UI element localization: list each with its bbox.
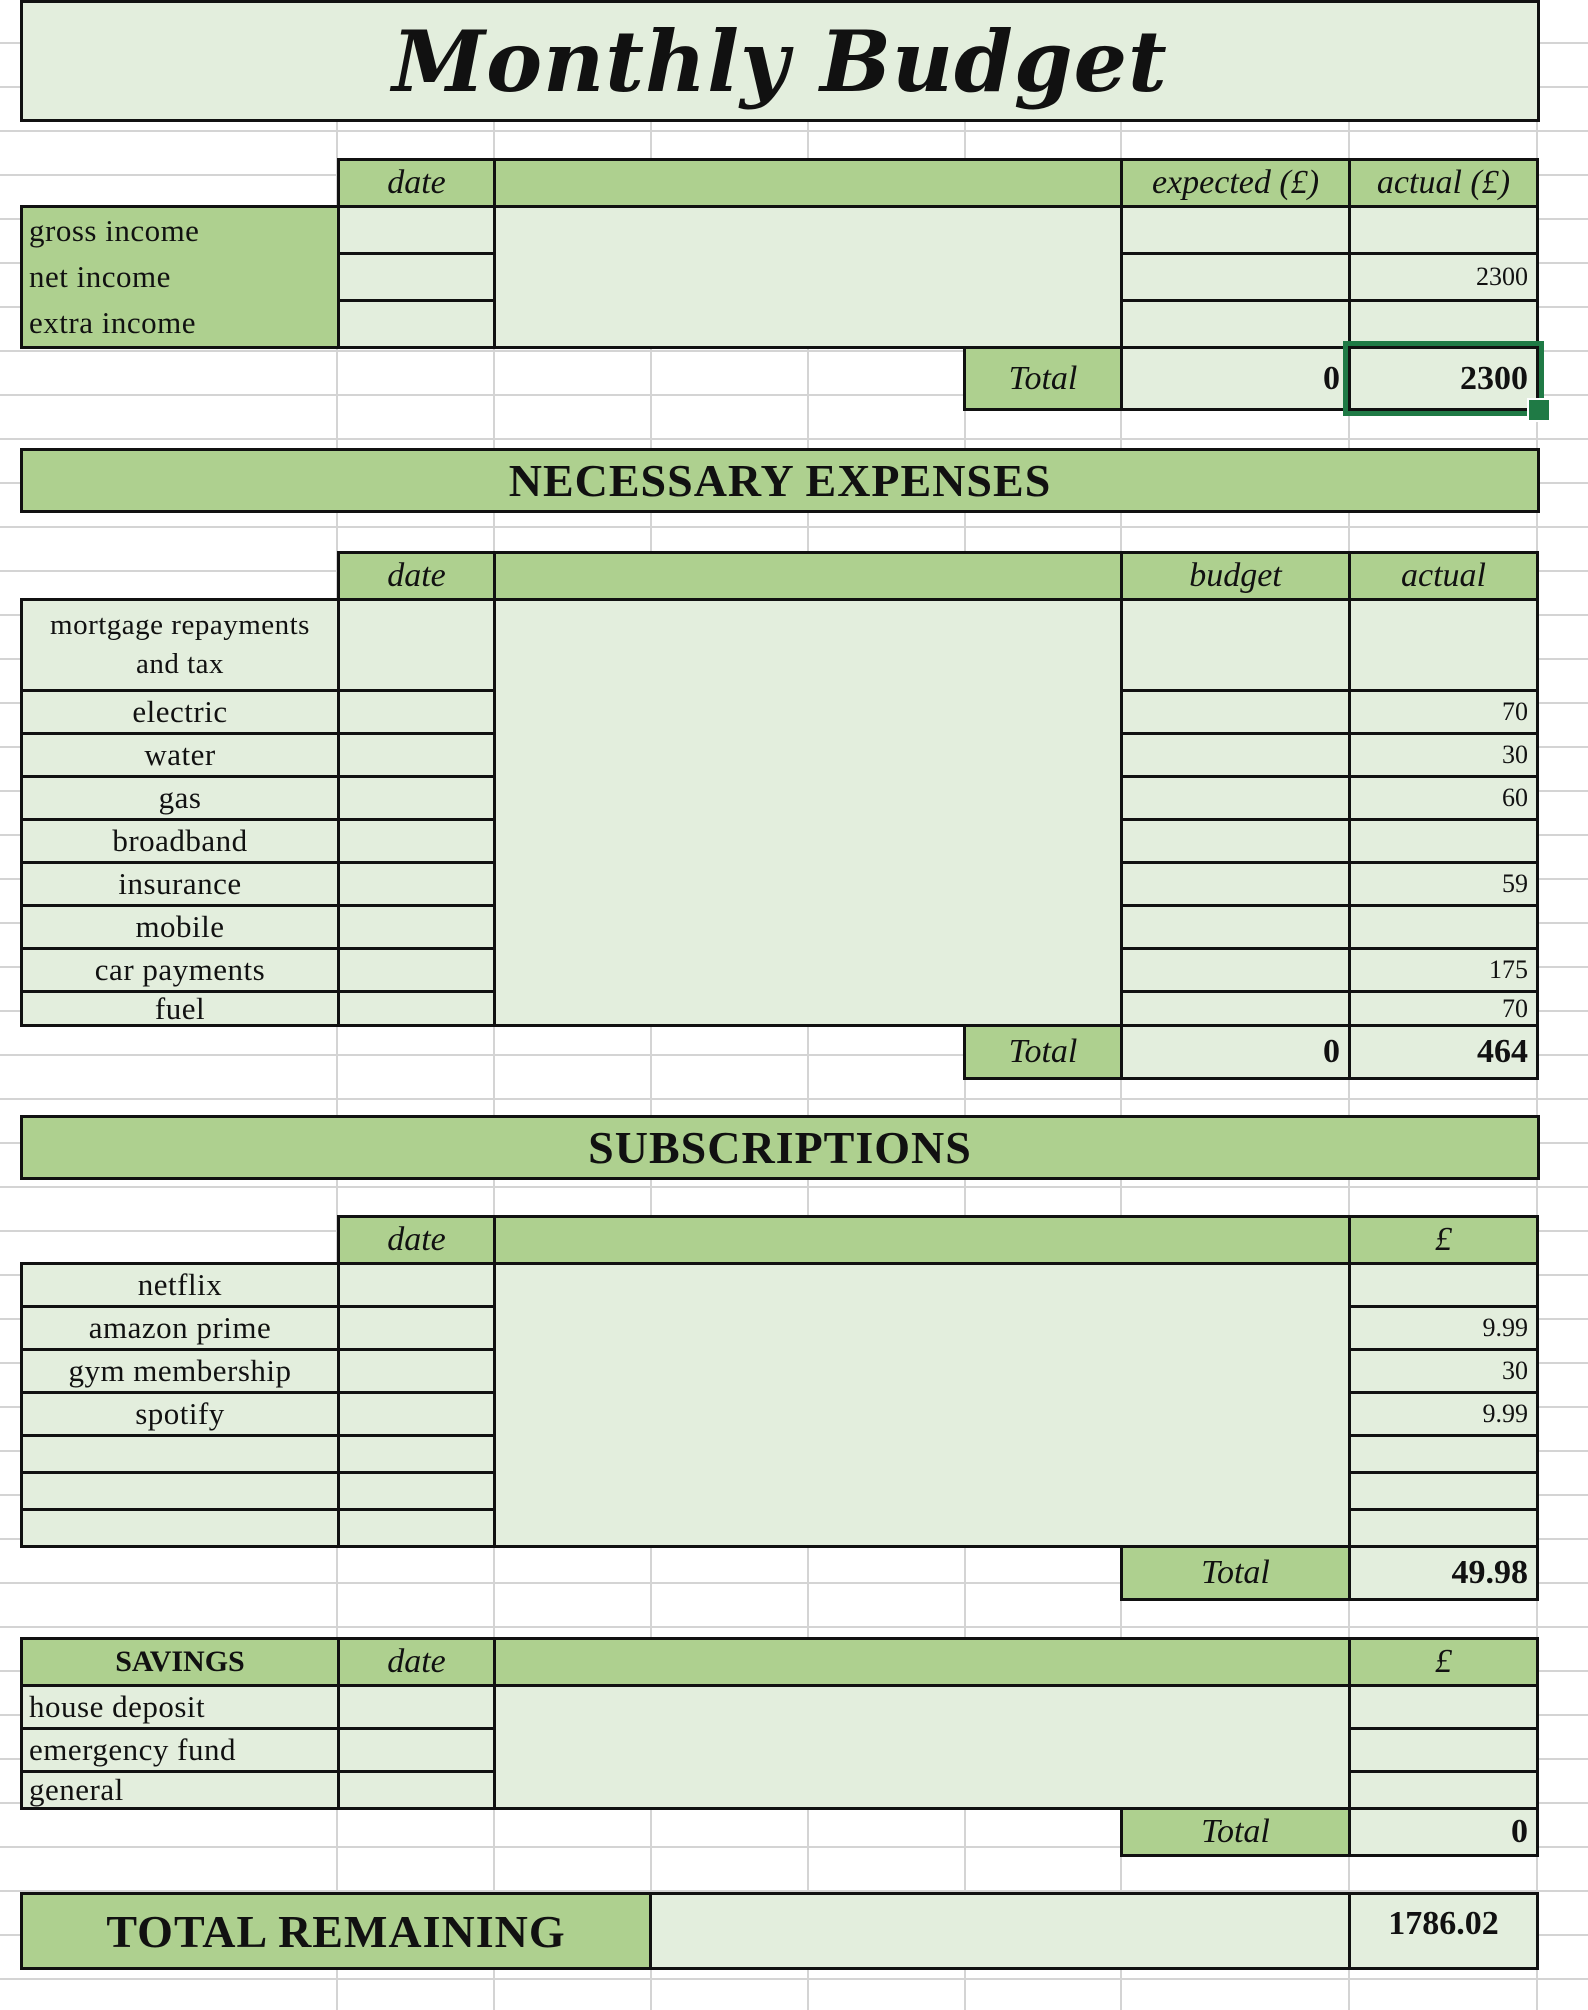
necessary-date-cell[interactable] (337, 990, 496, 1027)
subscription-amount-cell[interactable]: 9.99 (1348, 1391, 1539, 1437)
necessary-budget-cell[interactable] (1120, 990, 1351, 1027)
necessary-actual-header[interactable]: actual (1348, 551, 1539, 601)
necessary-total-actual[interactable]: 464 (1348, 1024, 1539, 1080)
savings-amount-header[interactable]: £ (1348, 1637, 1539, 1687)
subscription-label[interactable] (20, 1508, 340, 1548)
subscription-label[interactable]: spotify (20, 1391, 340, 1437)
necessary-date-cell[interactable] (337, 818, 496, 864)
savings-label[interactable]: general (20, 1770, 340, 1810)
necessary-total-budget[interactable]: 0 (1120, 1024, 1351, 1080)
total-remaining-spacer[interactable] (649, 1892, 1351, 1970)
subscription-label[interactable]: gym membership (20, 1348, 340, 1394)
necessary-budget-cell[interactable] (1120, 732, 1351, 778)
subscription-date-cell[interactable] (337, 1434, 496, 1474)
necessary-label[interactable]: car payments (20, 947, 340, 993)
necessary-date-cell[interactable] (337, 775, 496, 821)
income-date-cell[interactable] (337, 299, 496, 349)
income-actual-header[interactable]: actual (£) (1348, 158, 1539, 208)
savings-label[interactable]: house deposit (20, 1684, 340, 1730)
necessary-label[interactable]: broadband (20, 818, 340, 864)
savings-date-cell[interactable] (337, 1770, 496, 1810)
savings-date-cell[interactable] (337, 1684, 496, 1730)
necessary-actual-cell[interactable] (1348, 818, 1539, 864)
savings-amount-cell[interactable] (1348, 1684, 1539, 1730)
savings-header[interactable]: SAVINGS (20, 1637, 340, 1687)
page-title[interactable] (20, 0, 1540, 122)
subscription-amount-cell[interactable] (1348, 1262, 1539, 1308)
savings-description-header[interactable] (493, 1637, 1351, 1687)
subscription-label[interactable]: netflix (20, 1262, 340, 1308)
subscription-date-cell[interactable] (337, 1305, 496, 1351)
subscription-date-cell[interactable] (337, 1262, 496, 1308)
subscription-label[interactable] (20, 1471, 340, 1511)
necessary-budget-cell[interactable] (1120, 818, 1351, 864)
necessary-label[interactable]: water (20, 732, 340, 778)
savings-description-cell[interactable] (493, 1684, 1351, 1810)
savings-amount-cell[interactable] (1348, 1727, 1539, 1773)
necessary-budget-cell[interactable] (1120, 689, 1351, 735)
necessary-actual-cell[interactable]: 60 (1348, 775, 1539, 821)
necessary-date-cell[interactable] (337, 947, 496, 993)
subscription-label[interactable]: amazon prime (20, 1305, 340, 1351)
subscriptions-description-cell[interactable] (493, 1262, 1351, 1548)
subscriptions-amount-header[interactable]: £ (1348, 1215, 1539, 1265)
necessary-date-cell[interactable] (337, 689, 496, 735)
necessary-description-header[interactable] (493, 551, 1123, 601)
subscription-date-cell[interactable] (337, 1391, 496, 1437)
total-remaining-value[interactable]: 1786.02 (1348, 1892, 1539, 1970)
necessary-date-header[interactable]: date (337, 551, 496, 601)
necessary-actual-cell[interactable]: 70 (1348, 990, 1539, 1027)
income-labels-block (20, 205, 340, 349)
savings-amount-cell[interactable] (1348, 1770, 1539, 1810)
income-label[interactable]: extra income (29, 305, 196, 340)
necessary-date-cell[interactable] (337, 861, 496, 907)
income-actual-cell[interactable] (1348, 205, 1539, 255)
active-cell-selection (1343, 341, 1544, 416)
subscriptions-description-header[interactable] (493, 1215, 1351, 1265)
subscription-date-cell[interactable] (337, 1471, 496, 1511)
subscriptions-date-header[interactable]: date (337, 1215, 496, 1265)
income-expected-cell[interactable] (1120, 252, 1351, 302)
subscriptions-total-label[interactable]: Total (1120, 1545, 1351, 1601)
savings-total-value[interactable]: 0 (1348, 1807, 1539, 1857)
total-remaining-label[interactable]: TOTAL REMAINING (20, 1892, 652, 1970)
income-label[interactable]: gross income (29, 213, 200, 248)
necessary-label-line: and tax (135, 648, 225, 680)
necessary-label[interactable]: insurance (20, 861, 340, 907)
necessary-date-cell[interactable] (337, 598, 496, 692)
necessary-label[interactable]: electric (20, 689, 340, 735)
income-total-label[interactable]: Total (963, 346, 1123, 411)
subscriptions-total-value[interactable]: 49.98 (1348, 1545, 1539, 1601)
savings-label[interactable]: emergency fund (20, 1727, 340, 1773)
necessary-date-cell[interactable] (337, 732, 496, 778)
income-date-cell[interactable] (337, 205, 496, 255)
necessary-date-cell[interactable] (337, 904, 496, 950)
income-expected-cell[interactable] (1120, 205, 1351, 255)
subscription-amount-cell[interactable] (1348, 1434, 1539, 1474)
savings-date-cell[interactable] (337, 1727, 496, 1773)
subscription-label[interactable] (20, 1434, 340, 1474)
subscription-date-cell[interactable] (337, 1508, 496, 1548)
income-date-cell[interactable] (337, 252, 496, 302)
income-description-cell[interactable] (493, 205, 1123, 349)
income-total-expected[interactable]: 0 (1120, 346, 1351, 411)
necessary-actual-cell[interactable]: 70 (1348, 689, 1539, 735)
subscriptions-section-header[interactable]: SUBSCRIPTIONS (20, 1115, 1540, 1180)
savings-date-header[interactable]: date (337, 1637, 496, 1687)
subscription-amount-cell[interactable] (1348, 1508, 1539, 1548)
necessary-budget-header[interactable]: budget (1120, 551, 1351, 601)
necessary-label[interactable]: fuel (20, 990, 340, 1027)
necessary-actual-cell[interactable]: 59 (1348, 861, 1539, 907)
income-expected-header[interactable]: expected (£) (1120, 158, 1351, 208)
necessary-budget-cell[interactable] (1120, 775, 1351, 821)
income-expected-cell[interactable] (1120, 299, 1351, 349)
income-date-header[interactable]: date (337, 158, 496, 208)
necessary-label-line: mortgage repayments (50, 608, 310, 641)
necessary-label[interactable] (20, 598, 340, 692)
income-description-header[interactable] (493, 158, 1123, 208)
necessary-actual-cell[interactable] (1348, 598, 1539, 692)
income-total-actual[interactable]: 2300 (1348, 346, 1539, 411)
necessary-budget-cell[interactable] (1120, 861, 1351, 907)
subscription-date-cell[interactable] (337, 1348, 496, 1394)
necessary-budget-cell[interactable] (1120, 947, 1351, 993)
fill-handle[interactable] (1527, 398, 1551, 422)
necessary-section-header[interactable]: NECESSARY EXPENSES (20, 448, 1540, 513)
subscription-amount-cell[interactable]: 30 (1348, 1348, 1539, 1394)
income-actual-cell[interactable]: 2300 (1348, 252, 1539, 302)
necessary-actual-cell[interactable] (1348, 904, 1539, 950)
necessary-budget-cell[interactable] (1120, 598, 1351, 692)
income-label[interactable]: net income (29, 259, 171, 294)
subscription-amount-cell[interactable] (1348, 1471, 1539, 1511)
necessary-actual-cell[interactable]: 175 (1348, 947, 1539, 993)
savings-total-label[interactable]: Total (1120, 1807, 1351, 1857)
necessary-budget-cell[interactable] (1120, 904, 1351, 950)
necessary-actual-cell[interactable]: 30 (1348, 732, 1539, 778)
necessary-total-label[interactable]: Total (963, 1024, 1123, 1080)
page-title-text: Monthly Budget (392, 11, 1168, 111)
necessary-description-cell[interactable] (493, 598, 1123, 1027)
subscription-amount-cell[interactable]: 9.99 (1348, 1305, 1539, 1351)
necessary-label[interactable]: gas (20, 775, 340, 821)
necessary-label[interactable]: mobile (20, 904, 340, 950)
